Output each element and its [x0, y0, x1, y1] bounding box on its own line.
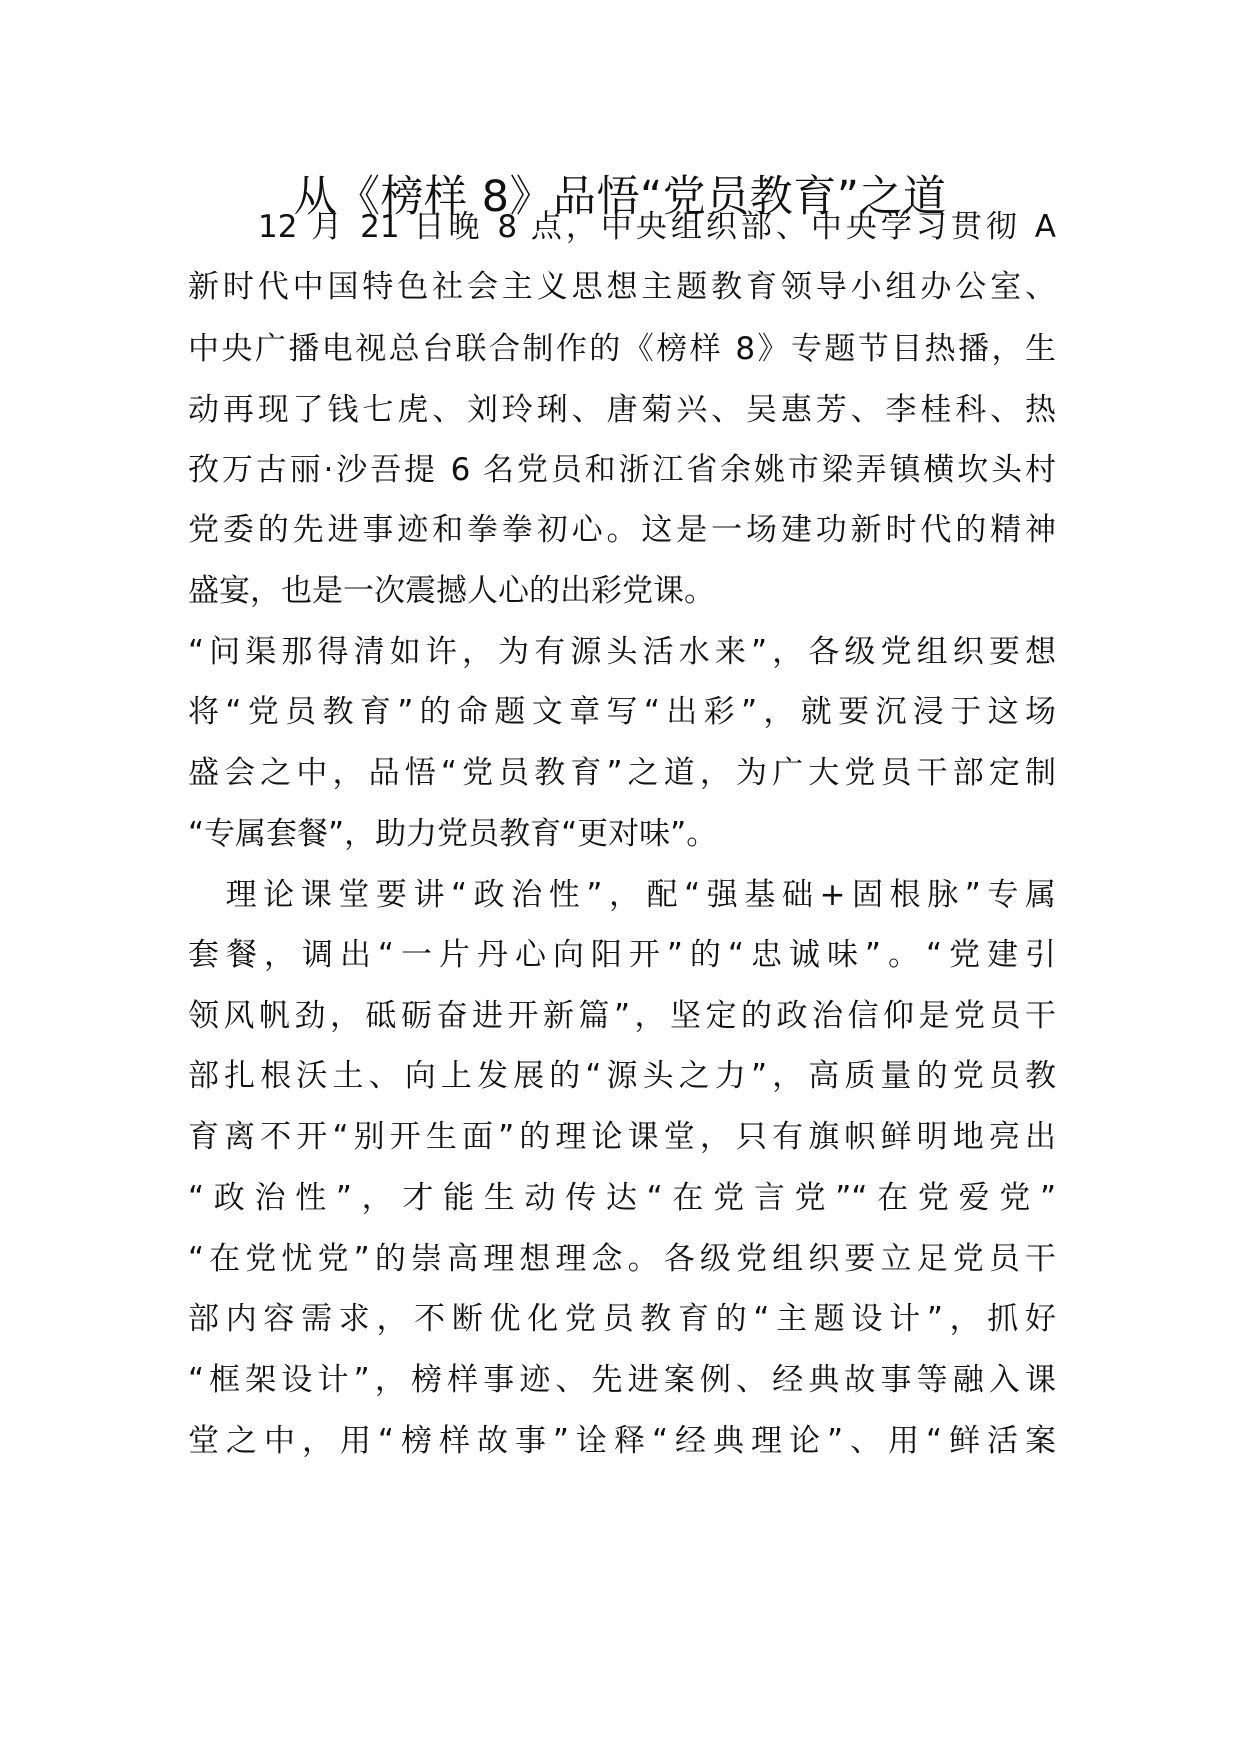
body-line: 盛宴，也是一次震撼人心的出彩党课。 — [188, 573, 715, 609]
body-line: 将“党员教育”的命题文章写“出彩”，就要沉浸于这场 — [188, 694, 1056, 730]
body-line: “框架设计”，榜样事迹、先进案例、经典故事等融入课 — [188, 1362, 1056, 1398]
body-line: 孜万古丽·沙吾提 6 名党员和浙江省余姚市梁弄镇横坎头村 — [188, 452, 1056, 488]
body-line: 盛会之中，品悟“党员教育”之道，为广大党员干部定制 — [188, 755, 1056, 791]
body-line: 部内容需求，不断优化党员教育的“主题设计”，抓好 — [188, 1301, 1056, 1337]
body-line: 领风帆劲，砥砺奋进开新篇”，坚定的政治信仰是党员干 — [188, 998, 1056, 1034]
body-line: “专属套餐”，助力党员教育“更对味”。 — [188, 816, 718, 852]
body-line: “问渠那得清如许，为有源头活水来”，各级党组织要想 — [188, 634, 1056, 670]
body-line: 部扎根沃土、向上发展的“源头之力”，高质量的党员教 — [188, 1058, 1056, 1094]
body-line: 中央广播电视总台联合制作的《榜样 8》专题节目热播，生 — [188, 331, 1056, 367]
body-line: 育离不开“别开生面”的理论课堂，只有旗帜鲜明地亮出 — [188, 1119, 1056, 1155]
body-line: 动再现了钱七虎、刘玲琍、唐菊兴、吴惠芳、李桂科、热 — [188, 392, 1056, 428]
body-line: “在党忧党”的崇高理想理念。各级党组织要立足党员干 — [188, 1241, 1056, 1277]
body-line: 12 月 21 日晚 8 点，中央组织部、中央学习贯彻 A — [188, 209, 1056, 245]
body-line: 套餐，调出“一片丹心向阳开”的“忠诚味”。“党建引 — [188, 937, 1056, 973]
body-line: 党委的先进事迹和拳拳初心。这是一场建功新时代的精神 — [188, 512, 1056, 548]
body-line: 理论课堂要讲“政治性”，配“强基础+固根脉”专属 — [188, 877, 1056, 913]
body-line: “政治性”，才能生动传达“在党言党”“在党爱党” — [188, 1180, 1056, 1216]
body-line: 堂之中，用“榜样故事”诠释“经典理论”、用“鲜活案 — [188, 1423, 1056, 1459]
body-line: 新时代中国特色社会主义思想主题教育领导小组办公室、 — [188, 269, 1056, 305]
document-title: 从《榜样 8》品悟“党员教育”之道 — [293, 172, 947, 222]
